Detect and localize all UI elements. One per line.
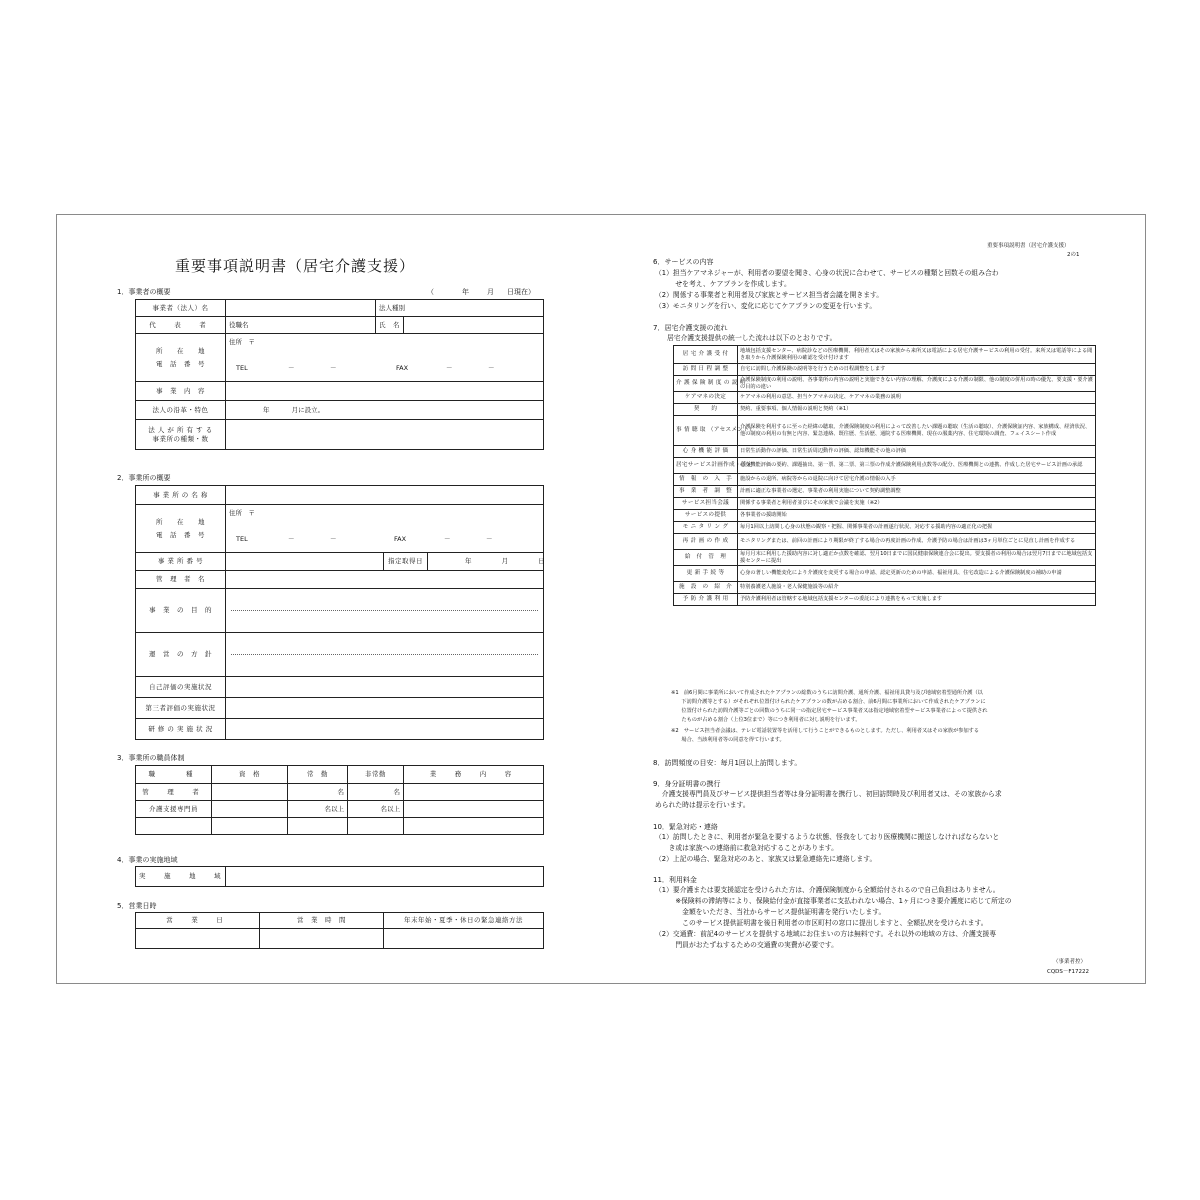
s9-line-1: 介護支援専門員及びサービス提供担当者等は身分証明書を携行し、初回訪問時及び利用者又は、その家族から求 bbox=[655, 790, 1002, 798]
staff-row-cm: 介護支援専門員 bbox=[136, 801, 212, 818]
flow-step-description: 特別養護老人施設・老人保健施設等の紹介 bbox=[738, 582, 1096, 594]
training-field[interactable] bbox=[226, 719, 544, 740]
corp-type-label: 法人種別 bbox=[379, 303, 405, 312]
section-7-heading: 7．居宅介護支援の流れ bbox=[653, 324, 728, 332]
manager-duty-field[interactable] bbox=[404, 784, 544, 801]
s11-line-2: ※保険料の滞納等により、保険給付金が直接事業者に支払われない場合、1ヶ月につき要介護度に応じて所定の bbox=[655, 897, 1012, 905]
manager-name-label: 管 理 者 名 bbox=[136, 571, 226, 589]
flow-step-description: 契約、重要事項、個人情報の説明と契約（※1） bbox=[738, 404, 1096, 416]
section-6-heading: 6．サービスの内容 bbox=[653, 258, 714, 266]
office-fax-dash-2: － bbox=[486, 535, 493, 543]
business-content-field[interactable] bbox=[226, 382, 544, 401]
flow-step-label: サービス担当会議 bbox=[674, 498, 738, 510]
business-days-field[interactable] bbox=[136, 929, 260, 949]
office-name-field[interactable] bbox=[226, 486, 544, 505]
emergency-contact-header: 年末年始・夏季・休日の緊急連絡方法 bbox=[384, 913, 544, 929]
doc-label: 重要事項説明書（居宅介護支援） bbox=[987, 243, 1070, 249]
document-sheet: 重要事項説明書（居宅介護支援） 2の1 重要事項説明書（居宅介護支援） 1．事業者の概要 （ 年 月 日現在） 事業者（法人）名 法人種別 代 表 者 役職名 氏 名 所 在 地 電 話 番 号 住所 〒 TEL － － FAX － － 事 業 内 容 法人の沿革・特色 年 月に設立。 法 人 が 所 有 す る 事業所の種類・数 2．事業所の概要 事 業 所 の 名 称 所 在 地 電 話 番 号 住所 〒 TEL － － FAX － － 事 業 所 番 号 指定取得日 年 月 日 管 理 者 名 事 業 の 目 的 運 営 の 方 針 自己評価の実施状況 第三者評価の実施状況 研 修 の 実 施 状 況 3．事業所の職員体制 職 種 資 格 常 勤 非常勤 業 務 内 容 管 理 者 名 名 介護支援専門員 名以上 名以上 4．事業の実施地域 実 施 地 域 5．営業日時 営 業 日 営 業 時 間 年末年始・夏季・休日の緊急連絡方法 6．サービスの内容 （1）担当ケアマネジャーが、利用者の要望を聞き、心身の状況に合わせて、サービスの種類と回数その組み合わ せを考え、ケアプランを作成します。 （2）関係する事業者と利用者及び家族とサービス担当者会議を開きます。 （3）モニタリングを行い、変化に応じてケアプランの変更を行います。 7．居宅介護支援の流れ 居宅介護支援提供の統一した流れは以下のとおりです。 居 宅 介 護 受 付 地域包括支援センター、病院診などの医療機関、利用者又はその家族から来所又は電話による居宅介護サービスの利用の受付。来所又は電話等による聞き取りから介護保険利用の確認を受け付けます 訪 問 日 程 調 整 自宅に訪問し介護保険の説明等を行うための日程調整をします 介 護 保 険 制 度 の 説 明 介護保険制度の利用の説明、各事業所の内容の説明と実施できない内容の理解、介護度による介護の制限、他の制度の併用の時の優先、要支援・要介護の目的の違い ケアマネの決定 ケアマネの利用の意思、担当ケアマネの決定、ケアマネの業務の説明 契 約 契約、重要事項、個人情報の説明と契約（※1） 事 情 聴 取 （アセスメント） 介護保険を利用するに至った経緯の聴取、介護保険制度の利用によって改善したい課題の聴取（生活の聴取）、介護保険証内容、家族構成、経済状況、他の制度の利用の有無と内容、緊急連絡、既往歴、生活歴、通院する医療機関、現在の服薬内容、住宅環境の調査、フェイスシート作成 心 身 機 能 評 価 日常生活動作の評価、日常生活周辺動作の評価、認知機能その他の評価 居宅サービス計画作成・確定 心身機能評価の要約、課題抽出、第一票、第二票、第三票の作成介護保険利用点数等の配分、医療機関との連携、作成した居宅サービス計画の承認 情 報 の 入 手 施設からの退所、病院等からの退院に向けて居宅介護の情報の入手 事 業 者 調 整 計画に適正な事業者の選定、事業者の利用実施について契約調整調整 サービス担当会議 関係する事業者と利用者並びにその家族で会議を実施（※2） サービスの提供 各事業者の援助開始 モ ニ タ リ ン グ 毎月1回以上訪問し心身の状態の観察・把握、関係事業者の計画遂行状況、対応する援助内容の適正化の把握 再 計 画 の 作 成 モニタリングまたは、前回の計画により期限が終了する場合の再度計画の作成、介護予防の場合は計画は3ヶ月単位ごとに見直し計画を作成する 給 付 管 理 毎月月末に利用した援助内容に対し適正か点数を確認、翌月10日までに国民健康保険連合会に提出。要支援者の利用の場合は翌月7日までに地域包括支援センターに提出 更 新 手 続 等 心身の著しい機能変化により介護度を変更する場合の申請、認定更新のための申請、福祉用具、住宅改造による介護保険制度の補助の申請 施 設 の 紹 介 特別養護老人施設・老人保健施設等の紹介 予 防 介 護 利 用 予防介護利用者は管轄する地域包括支援センターの委託により連携をもって実施します ※1 前6月間に事業所において作成されたケアプランの総数のうちに訪問介護、通所介護、福祉用具貸与及び地域密着型通所介護（以 下訪問介護等とする）がそれぞれ位置付けられたケアプランの数が占める割合、前6月間に事業所において作成されたケアプランに 位置付けられた訪問介護等ごとの回数のうちに同一の指定居宅サービス事業者又は指定地域密着型サービス事業者によって提供され たものが占める割合（上位3位まで）等につき利用者に対し説明を行います。 ※2 サービス担当者会議は、テレビ電話装置等を活用して行うことができるものとします。ただし、利用者又はその家族が参加する 場合、当該利用者等の同意を得て行います。 8．訪問頻度の目安：毎月1回以上訪問します。 9．身分証明書の携行 介護支援専門員及びサービス提供担当者等は身分証明書を携行し、初回訪問時及び利用者又は、その家族から求 められた時は提示を行います。 10．緊急対応・連絡 （1）訪問したときに、利用者が緊急を要するような状態、怪我をしており医療機関に搬送しなければならないと き或は家族への連絡前に救急対応することがあります。 （2）上記の場合、緊急対応のあと、家族又は緊急連絡先に連絡します。 11．利用料金 （1）要介護または要支援認定を受けられた方は、介護保険制度から全額給付されるので自己負担はありません。 ※保険料の滞納等により、保険給付金が直接事業者に支払われない場合、1ヶ月につき要介護度に応じて所定の 金額をいただき、当社からサービス提供証明書を発行いたします。 このサービス提供証明書を後日利用者の市区町村の窓口に提出しますと、全額払戻を受けられます。 （2）交通費：前記4のサービスを提供する地域にお住まいの方は無料です。それ以外の地域の方は、介護支援専 門員がおたずねするための交通費の実費が必要です。 （事業者控） CQDS－F17222 bbox=[56, 214, 1146, 984]
position-label: 役職名 bbox=[229, 320, 249, 329]
flow-step-label: 予 防 介 護 利 用 bbox=[674, 594, 738, 606]
s10-line-2: き或は家族への連絡前に救急対応することがあります。 bbox=[655, 844, 838, 852]
address-label: 所 在 地 bbox=[156, 347, 205, 356]
note-2b: 場合、当該利用者等の同意を得て行います。 bbox=[671, 737, 785, 743]
staff-header-qual: 資 格 bbox=[212, 766, 288, 784]
flow-step-description: 心身の著しい機能変化により介護度を変更する場合の申請、認定更新のための申請、福祉用具、住宅改造による介護保険制度の補助の申請 bbox=[738, 566, 1096, 582]
flow-step-label: 事 情 聴 取 （アセスメント） bbox=[674, 416, 738, 446]
flow-step-label: 介 護 保 険 制 度 の 説 明 bbox=[674, 376, 738, 392]
s6-line-3: （2）関係する事業者と利用者及び家族とサービス担当者会議を開きます。 bbox=[655, 291, 884, 299]
s9-line-2: められた時は提示を行います。 bbox=[655, 801, 750, 809]
section-5-heading: 5．営業日時 bbox=[117, 902, 157, 910]
staff-row-manager: 管 理 者 bbox=[136, 784, 212, 801]
flow-step-description: 関係する事業者と利用者並びにその家族で会議を実施（※2） bbox=[738, 498, 1096, 510]
staff-header-duty: 業 務 内 容 bbox=[404, 766, 544, 784]
flow-step-description: 自宅に訪問し介護保険の説明等を行うための日程調整をします bbox=[738, 364, 1096, 376]
flow-step-label: モ ニ タ リ ン グ bbox=[674, 522, 738, 534]
office-tel-label: TEL bbox=[236, 535, 248, 543]
rep-name-field[interactable] bbox=[404, 317, 544, 334]
flow-step-description: モニタリングまたは、前回の計画により期限が終了する場合の再度計画の作成、介護予防の場合は計画は3ヶ月単位ごとに見直し計画を作成する bbox=[738, 534, 1096, 550]
tel-label: TEL bbox=[236, 364, 248, 372]
cm-full-unit: 名以上 bbox=[324, 804, 344, 813]
extra-full-field[interactable] bbox=[288, 818, 348, 835]
flow-step-description: 心身機能評価の要約、課題抽出、第一票、第二票、第三票の作成介護保険利用点数等の配分、医療機関との連携、作成した居宅サービス計画の承認 bbox=[738, 458, 1096, 474]
flow-row bbox=[674, 566, 1096, 582]
flow-row bbox=[674, 474, 1096, 486]
flow-step-label: 情 報 の 入 手 bbox=[674, 474, 738, 486]
policy-label: 運 営 の 方 針 bbox=[136, 633, 226, 677]
flow-row bbox=[674, 392, 1096, 404]
staff-header-full: 常 勤 bbox=[288, 766, 348, 784]
flow-step-label: 施 設 の 紹 介 bbox=[674, 582, 738, 594]
extra-part-field[interactable] bbox=[348, 818, 404, 835]
office-phone-label: 電 話 番 号 bbox=[156, 530, 205, 539]
s6-line-2: せを考え、ケアプランを作成します。 bbox=[655, 280, 791, 288]
third-party-eval-label: 第三者評価の実施状況 bbox=[136, 698, 226, 719]
s11-line-3: 金額をいただき、当社からサービス提供証明書を発行いたします。 bbox=[655, 908, 886, 916]
flow-step-label: 事 業 者 調 整 bbox=[674, 486, 738, 498]
company-name-label: 事業者（法人）名 bbox=[136, 300, 226, 317]
flow-step-description: 介護保険制度の利用の説明、各事業所の内容の説明と実施できない内容の理解、介護度による介護の制限、他の制度の併用の時の優先、要支援・要介護の目的の違い bbox=[738, 376, 1096, 392]
business-hours-field[interactable] bbox=[260, 929, 384, 949]
flow-row bbox=[674, 510, 1096, 522]
office-table bbox=[135, 485, 544, 740]
flow-step-description: 日常生活動作の評価、日常生活周辺動作の評価、認知機能その他の評価 bbox=[738, 446, 1096, 458]
flow-step-label: 心 身 機 能 評 価 bbox=[674, 446, 738, 458]
office-fax-dash-1: － bbox=[444, 535, 451, 543]
flow-step-description: 計画に適正な事業者の選定、事業者の利用実施について契約調整調整 bbox=[738, 486, 1096, 498]
manager-name-field[interactable] bbox=[226, 571, 544, 589]
flow-step-description: 介護保険を利用するに至った経緯の聴取、介護保険制度の利用によって改善したい課題の聴取（生活の聴取）、介護保険証内容、家族構成、経済状況、他の制度の利用の有無と内容、緊急連絡、既往歴、生活歴、通院する医療機関、現在の服薬内容、住宅環境の調査、フェイスシート作成 bbox=[738, 416, 1096, 446]
flow-step-description: ケアマネの利用の意思、担当ケアマネの決定、ケアマネの業務の説明 bbox=[738, 392, 1096, 404]
staff-header-part: 非常勤 bbox=[348, 766, 404, 784]
business-days-header: 営 業 日 bbox=[136, 913, 260, 929]
policy-field[interactable] bbox=[226, 633, 544, 677]
manager-part-unit: 名 bbox=[393, 787, 400, 796]
page-number: 2の1 bbox=[1067, 252, 1080, 258]
phone-label: 電 話 番 号 bbox=[156, 359, 205, 368]
owned-facilities-label bbox=[136, 420, 226, 450]
area-table bbox=[135, 866, 544, 887]
representative-label: 代 表 者 bbox=[136, 317, 226, 334]
flow-row bbox=[674, 582, 1096, 594]
cm-duty-field[interactable] bbox=[404, 801, 544, 818]
s6-line-1: （1）担当ケアマネジャーが、利用者の要望を聞き、心身の状況に合わせて、サービスの種類と回数その組み合わ bbox=[655, 269, 999, 277]
section-9-heading: 9．身分証明書の携行 bbox=[653, 780, 721, 788]
note-1c: 位置付けられた訪問介護等ごとの回数のうちに同一の指定居宅サービス事業者又は指定地域密着型サービス事業者によって提供され bbox=[671, 708, 988, 714]
flow-row bbox=[674, 376, 1096, 392]
extra-job-field[interactable] bbox=[136, 818, 212, 835]
flow-step-description: 予防介護利用者は管轄する地域包括支援センターの委託により連携をもって実施します bbox=[738, 594, 1096, 606]
training-label: 研 修 の 実 施 状 況 bbox=[136, 719, 226, 740]
section-8-heading: 8．訪問頻度の目安：毎月1回以上訪問します。 bbox=[653, 759, 802, 767]
corp-type-cell[interactable] bbox=[376, 300, 544, 317]
flow-step-description: 毎月1回以上訪問し心身の状態の観察・把握、関係事業者の計画遂行状況、対応する援助内容の適正化の把握 bbox=[738, 522, 1096, 534]
care-flow-table bbox=[673, 345, 1096, 606]
cm-part-field[interactable] bbox=[348, 801, 404, 818]
flow-step-label: 訪 問 日 程 調 整 bbox=[674, 364, 738, 376]
office-address-label-1: 所 在 地 bbox=[156, 518, 205, 527]
designation-month: 月 bbox=[501, 557, 509, 566]
section-4-heading: 4．事業の実施地域 bbox=[117, 856, 178, 864]
flow-step-label: 再 計 画 の 作 成 bbox=[674, 534, 738, 550]
note-1b: 下訪問介護等とする）がそれぞれ位置付けられたケアプランの数が占める割合、前6月間に事業所において作成されたケアプランに bbox=[671, 699, 986, 705]
flow-step-label: 契 約 bbox=[674, 404, 738, 416]
history-label: 法人の沿革・特色 bbox=[136, 401, 226, 420]
fax-dash-1: － bbox=[446, 364, 453, 372]
designation-day: 日 bbox=[538, 557, 545, 566]
manager-full-unit: 名 bbox=[337, 787, 344, 796]
office-tel-dash-1: － bbox=[288, 535, 295, 543]
office-number-label: 事 業 所 番 号 bbox=[136, 553, 226, 571]
flow-row bbox=[674, 446, 1096, 458]
flow-step-label: ケアマネの決定 bbox=[674, 392, 738, 404]
section-3-heading: 3．事業所の職員体制 bbox=[117, 754, 185, 762]
tel-dash-2: － bbox=[330, 364, 337, 372]
flow-step-description: 施設からの退所、病院等からの退院に向けて居宅介護の情報の入手 bbox=[738, 474, 1096, 486]
flow-row bbox=[674, 594, 1096, 606]
s7-intro: 居宅介護支援提供の統一した流れは以下のとおりです。 bbox=[667, 334, 837, 342]
flow-row bbox=[674, 364, 1096, 376]
purpose-field[interactable] bbox=[226, 589, 544, 633]
hours-table bbox=[135, 912, 544, 949]
extra-duty-field[interactable] bbox=[404, 818, 544, 835]
s10-line-1: （1）訪問したときに、利用者が緊急を要するような状態、怪我をしており医療機関に搬送しなければならないと bbox=[655, 833, 1000, 841]
service-area-field[interactable] bbox=[226, 867, 544, 887]
fax-label: FAX bbox=[396, 364, 409, 372]
flow-row bbox=[674, 404, 1096, 416]
flow-row bbox=[674, 486, 1096, 498]
s11-line-4: このサービス提供証明書を後日利用者の市区町村の窓口に提出しますと、全額払戻を受けられます。 bbox=[655, 919, 988, 927]
s11-line-6: 門員がおたずねするための交通費の実費が必要です。 bbox=[655, 941, 838, 949]
owned-facilities-label-2: 事業所の種類・数 bbox=[152, 434, 209, 443]
manager-full-field[interactable] bbox=[288, 784, 348, 801]
purpose-label: 事 業 の 目 的 bbox=[136, 589, 226, 633]
flow-step-label: サービスの提供 bbox=[674, 510, 738, 522]
section-10-heading: 10．緊急対応・連絡 bbox=[653, 823, 718, 831]
history-field[interactable] bbox=[226, 401, 544, 420]
owned-facilities-label-1: 法 人 が 所 有 す る bbox=[148, 426, 213, 435]
cm-qual-field[interactable] bbox=[212, 801, 288, 818]
office-tel-dash-2: － bbox=[330, 535, 337, 543]
flow-step-description: 毎月月末に利用した援助内容に対し適正か点数を確認、翌月10日までに国民健康保険連合会に提出。要支援者の利用の場合は翌月7日までに地域包括支援センターに提出 bbox=[738, 550, 1096, 566]
fax-dash-2: － bbox=[488, 364, 495, 372]
cm-part-unit: 名以上 bbox=[380, 804, 400, 813]
office-number-field[interactable] bbox=[226, 553, 384, 571]
section-1-heading: 1．事業者の概要 bbox=[117, 288, 171, 296]
third-party-eval-field[interactable] bbox=[226, 698, 544, 719]
designation-date-label: 指定取得日 bbox=[384, 553, 428, 571]
company-table bbox=[135, 299, 544, 450]
note-1a: ※1 前6月間に事業所において作成されたケアプランの総数のうちに訪問介護、通所介護、福祉用具貸与及び地域密着型通所介護（以 bbox=[671, 690, 983, 696]
cm-full-field[interactable] bbox=[288, 801, 348, 818]
designation-year: 年 bbox=[465, 557, 472, 566]
business-hours-header: 営 業 時 間 bbox=[260, 913, 384, 929]
section-11-heading: 11．利用料金 bbox=[653, 876, 697, 884]
address-phone-label bbox=[136, 334, 226, 382]
flow-row bbox=[674, 534, 1096, 550]
business-content-label: 事 業 内 容 bbox=[136, 382, 226, 401]
position-cell[interactable] bbox=[226, 317, 376, 334]
founded-month: 月に設立。 bbox=[291, 405, 325, 414]
flow-row bbox=[674, 498, 1096, 510]
flow-step-label: 給 付 管 理 bbox=[674, 550, 738, 566]
s11-line-5: （2）交通費：前記4のサービスを提供する地域にお住まいの方は無料です。それ以外の地域の方は、介護支援専 bbox=[655, 930, 997, 938]
company-name-field[interactable] bbox=[226, 300, 376, 317]
staff-header-job: 職 種 bbox=[136, 766, 212, 784]
flow-step-label: 居宅サービス計画作成・確定 bbox=[674, 458, 738, 474]
flow-step-label: 更 新 手 続 等 bbox=[674, 566, 738, 582]
founded-year: 年 bbox=[263, 405, 270, 414]
rep-name-label: 氏 名 bbox=[376, 317, 404, 334]
address-prefix: 住所 〒 bbox=[229, 338, 255, 346]
address-field[interactable] bbox=[226, 334, 544, 382]
designation-date-field[interactable] bbox=[428, 553, 544, 571]
copy-label: （事業者控） bbox=[1053, 959, 1087, 965]
note-1d: たものが占める割合（上位3位まで）等につき利用者に対し説明を行います。 bbox=[671, 717, 861, 723]
flow-row bbox=[674, 458, 1096, 474]
extra-qual-field[interactable] bbox=[212, 818, 288, 835]
note-2a: ※2 サービス担当者会議は、テレビ電話装置等を活用して行うことができるものとします。ただし、利用者又はその家族が参加する bbox=[671, 728, 980, 734]
manager-part-field[interactable] bbox=[348, 784, 404, 801]
office-address-field[interactable] bbox=[226, 505, 544, 553]
flow-row bbox=[674, 550, 1096, 566]
office-address-label bbox=[136, 505, 226, 553]
flow-row bbox=[674, 416, 1096, 446]
office-name-label: 事 業 所 の 名 称 bbox=[136, 486, 226, 505]
self-eval-label: 自己評価の実施状況 bbox=[136, 677, 226, 698]
flow-row bbox=[674, 522, 1096, 534]
self-eval-field[interactable] bbox=[226, 677, 544, 698]
flow-row bbox=[674, 346, 1096, 364]
flow-step-label: 居 宅 介 護 受 付 bbox=[674, 346, 738, 364]
page-title: 重要事項説明書（居宅介護支援） bbox=[174, 257, 415, 275]
s6-line-4: （3）モニタリングを行い、変化に応じてケアプランの変更を行います。 bbox=[655, 302, 877, 310]
s10-line-3: （2）上記の場合、緊急対応のあと、家族又は緊急連絡先に連絡します。 bbox=[655, 855, 877, 863]
office-fax-label: FAX bbox=[394, 535, 407, 543]
section-2-heading: 2．事業所の概要 bbox=[117, 474, 171, 482]
emergency-contact-field[interactable] bbox=[384, 929, 544, 949]
tel-dash-1: － bbox=[288, 364, 295, 372]
manager-qual-field[interactable] bbox=[212, 784, 288, 801]
staff-table bbox=[135, 765, 544, 835]
s11-line-1: （1）要介護または要支援認定を受けられた方は、介護保険制度から全額給付されるので自己負担はありません。 bbox=[655, 886, 1000, 894]
flow-step-description: 各事業者の援助開始 bbox=[738, 510, 1096, 522]
office-address-prefix: 住所 〒 bbox=[229, 509, 255, 517]
flow-step-description: 地域包括支援センター、病院診などの医療機関、利用者又はその家族から来所又は電話による居宅介護サービスの利用の受付。来所又は電話等による聞き取りから介護保険利用の確認を受け付けます bbox=[738, 346, 1096, 364]
owned-facilities-field[interactable] bbox=[226, 420, 544, 450]
form-code: CQDS－F17222 bbox=[1047, 969, 1090, 975]
service-area-label: 実 施 地 域 bbox=[136, 867, 226, 887]
